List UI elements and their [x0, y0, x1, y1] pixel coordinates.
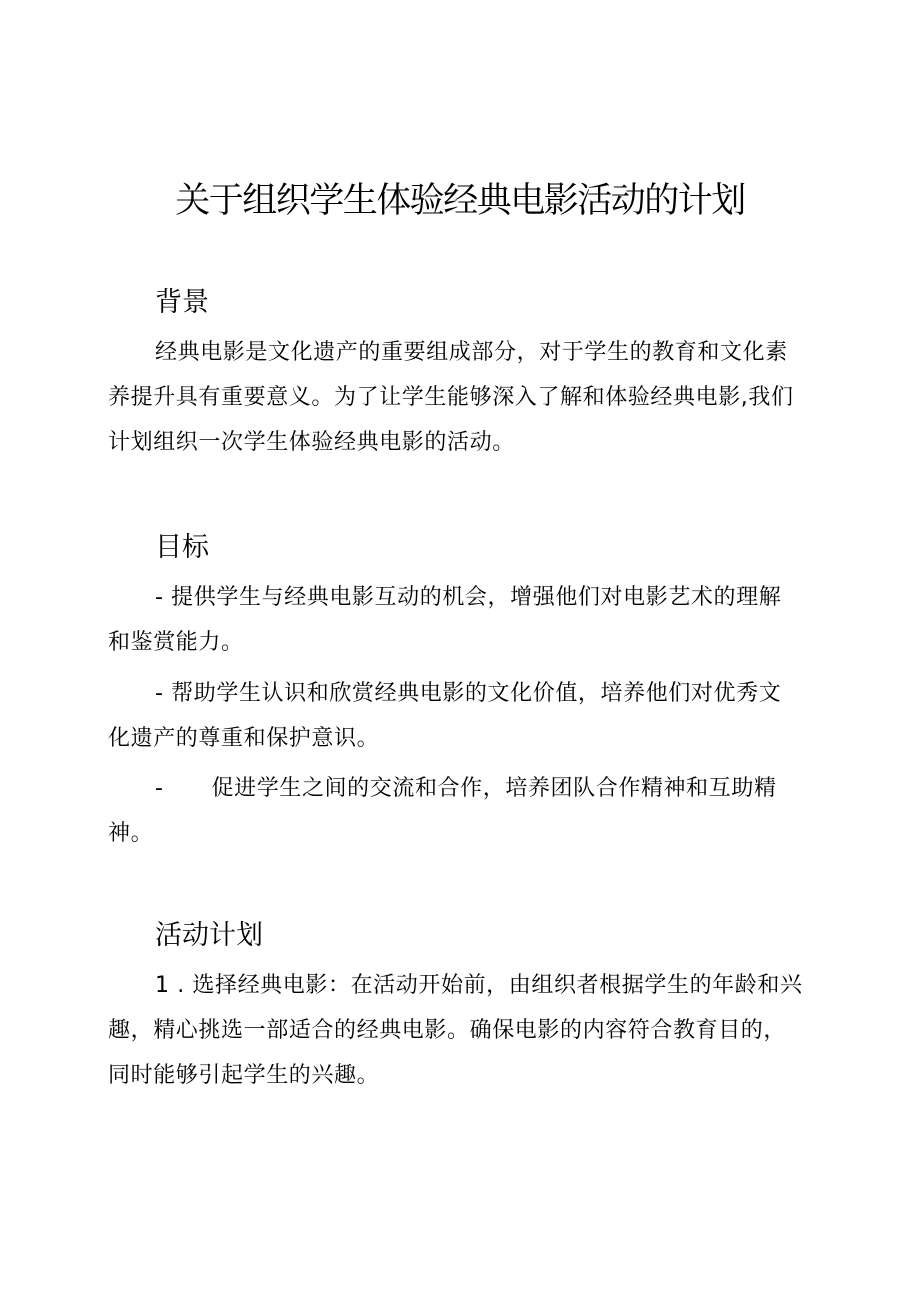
- goal-item-1: [108, 575, 818, 665]
- paragraph-line: - 帮助学生认识和欣赏经典电影的文化价值，培养他们对优秀文: [155, 681, 782, 706]
- section-heading-activity-plan: 活动计划: [155, 920, 263, 951]
- paragraph-line: 养提升具有重要意义。为了让学生能够深入了解和体验经典电影,我们: [108, 385, 794, 410]
- paragraph-line: 和鉴赏能力。: [108, 630, 244, 655]
- section-heading-goals: 目标: [155, 532, 209, 563]
- paragraph-line: - 提供学生与经典电影互动的机会，增强他们对电影艺术的理解: [155, 585, 782, 610]
- paragraph-line: 神。: [108, 821, 154, 846]
- paragraph-line: [108, 766, 818, 811]
- paragraph-line: 1 . 选择经典电影：在活动开始前，由组织者根据学生的年龄和兴: [155, 973, 803, 998]
- goal-item-2: [108, 671, 818, 761]
- background-paragraph: [108, 330, 818, 465]
- activity-step-1: [108, 963, 818, 1098]
- paragraph-line: 同时能够引起学生的兴趣。: [108, 1063, 380, 1088]
- paragraph-line: 计划组织一次学生体验经典电影的活动。: [108, 430, 515, 455]
- paragraph-line: 趣，精心挑选一部适合的经典电影。确保电影的内容符合教育目的，: [108, 1018, 787, 1043]
- paragraph-line: 经典电影是文化遗产的重要组成部分，对于学生的教育和文化素: [155, 340, 788, 365]
- goal-item-3: [108, 766, 818, 856]
- paragraph-line: 化遗产的尊重和保护意识。: [108, 726, 380, 751]
- document-title: 关于组织学生体验经典电影活动的计划: [175, 181, 745, 221]
- list-dash: -: [155, 776, 164, 801]
- list-text: 促进学生之间的交流和合作，培养团队合作精神和互助精: [211, 776, 777, 801]
- section-heading-background: 背景: [155, 287, 209, 318]
